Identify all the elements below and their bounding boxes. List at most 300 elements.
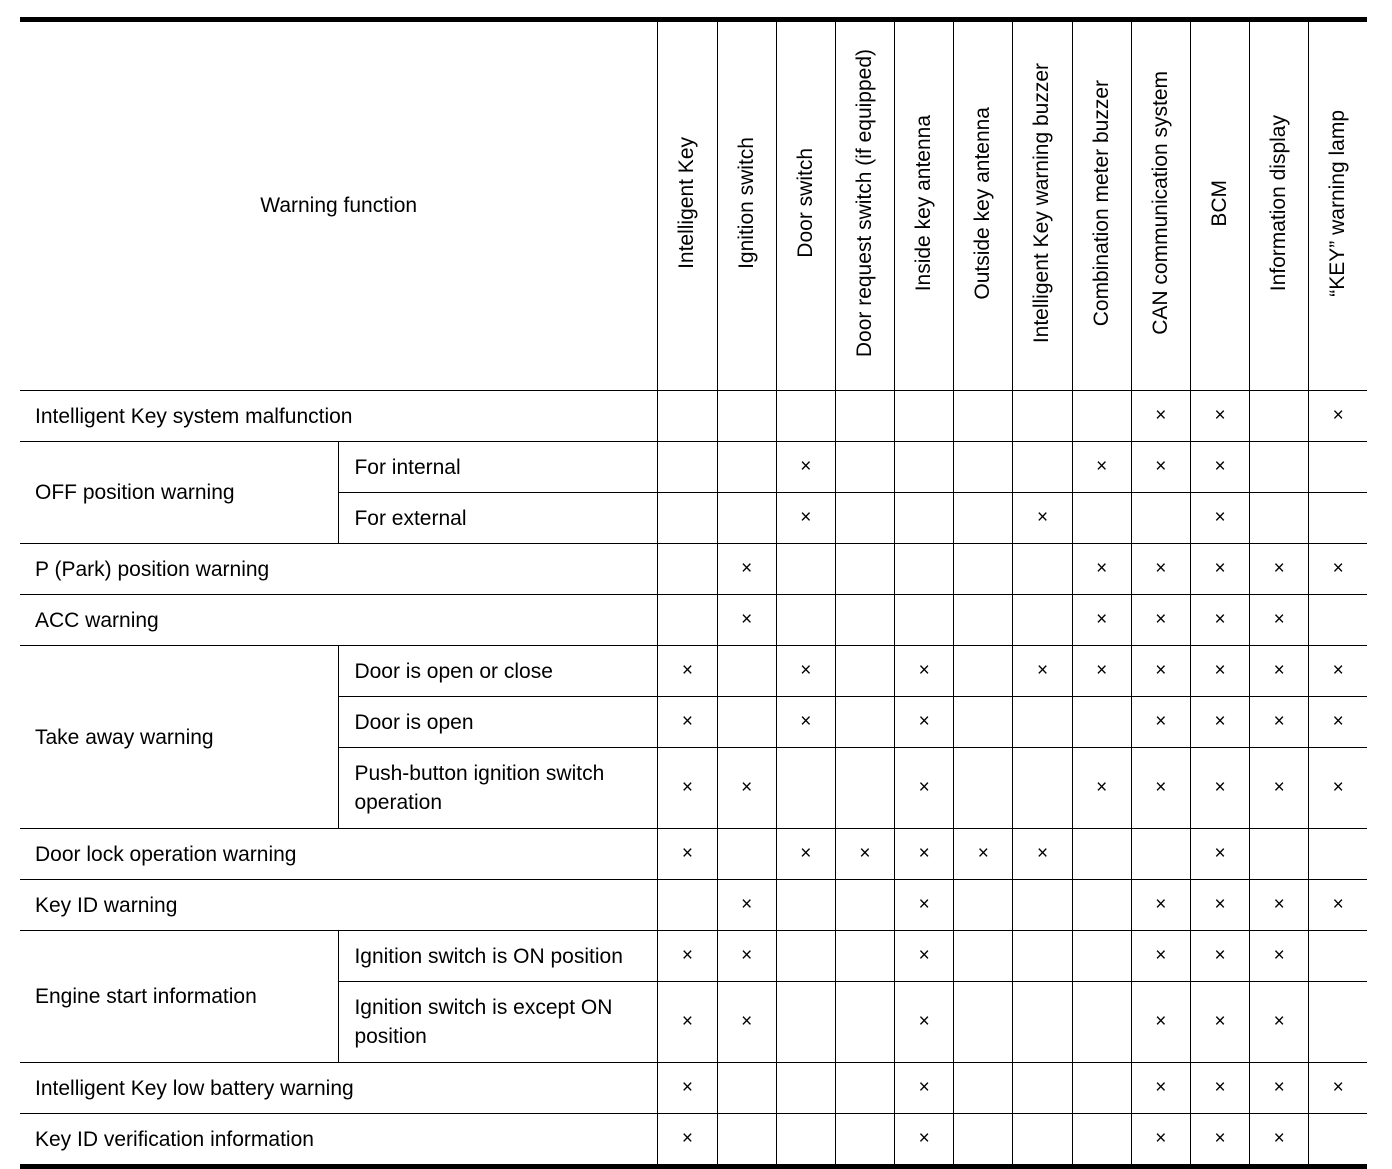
mark-cell (954, 748, 1013, 829)
mark-cell (954, 931, 1013, 982)
applicable-mark: × (800, 456, 812, 477)
mark-cell (1131, 982, 1190, 1063)
warning-condition-label: Ignition switch is except ON position (339, 982, 658, 1063)
warning-function-label: Key ID verification information (20, 1114, 658, 1167)
mark-cell (954, 442, 1013, 493)
applicable-mark: × (1273, 894, 1285, 915)
warning-function-table (20, 17, 1367, 1169)
column-header-label: Door switch (793, 148, 817, 258)
mark-cell (895, 1114, 954, 1167)
column-header-label: Outside key antenna (971, 106, 995, 300)
applicable-mark: × (741, 894, 753, 915)
applicable-mark: × (1273, 1011, 1285, 1032)
mark-cell (658, 931, 717, 982)
mark-cell (954, 982, 1013, 1063)
mark-cell (658, 442, 717, 493)
applicable-mark: × (918, 843, 930, 864)
applicable-mark: × (1155, 711, 1167, 732)
mark-cell (1131, 391, 1190, 442)
applicable-mark: × (1273, 1077, 1285, 1098)
mark-cell (717, 880, 776, 931)
mark-cell (1131, 493, 1190, 544)
applicable-mark: × (1155, 945, 1167, 966)
column-header-label: BCM (1208, 179, 1231, 227)
applicable-mark: × (918, 1011, 930, 1032)
mark-cell (1309, 442, 1367, 493)
mark-cell (717, 829, 776, 880)
warning-function-label: OFF position warning (20, 442, 339, 544)
mark-cell (1072, 544, 1131, 595)
mark-cell (835, 982, 894, 1063)
mark-cell (1250, 982, 1309, 1063)
mark-cell (658, 880, 717, 931)
applicable-mark: × (1155, 1128, 1167, 1149)
mark-cell (895, 880, 954, 931)
column-header (954, 20, 1013, 391)
mark-cell (1131, 442, 1190, 493)
mark-cell (1013, 880, 1072, 931)
mark-cell (1190, 748, 1249, 829)
mark-cell (776, 493, 835, 544)
warning-condition-label: Door is open (339, 697, 658, 748)
column-header (1250, 20, 1309, 391)
mark-cell (1190, 1114, 1249, 1167)
mark-cell (1190, 880, 1249, 931)
mark-cell (1013, 1114, 1072, 1167)
warning-condition-label: Ignition switch is ON position (339, 931, 658, 982)
mark-cell (717, 493, 776, 544)
mark-cell (658, 829, 717, 880)
column-header (835, 20, 894, 391)
applicable-mark: × (918, 777, 930, 798)
warning-function-label: Engine start information (20, 931, 339, 1063)
mark-cell (1250, 697, 1309, 748)
mark-cell (954, 391, 1013, 442)
applicable-mark: × (1214, 711, 1226, 732)
mark-cell (776, 595, 835, 646)
mark-cell (1190, 646, 1249, 697)
applicable-mark: × (1214, 660, 1226, 681)
mark-cell (776, 982, 835, 1063)
mark-cell (717, 1063, 776, 1114)
mark-cell (1250, 493, 1309, 544)
applicable-mark: × (1214, 945, 1226, 966)
applicable-mark: × (1273, 558, 1285, 579)
mark-cell (1309, 1114, 1367, 1167)
column-header (1309, 20, 1367, 391)
mark-cell (658, 646, 717, 697)
mark-cell (1072, 493, 1131, 544)
mark-cell (1013, 442, 1072, 493)
warning-function-label: Intelligent Key system malfunction (20, 391, 658, 442)
applicable-mark: × (1214, 1077, 1226, 1098)
mark-cell (1190, 493, 1249, 544)
mark-cell (1013, 646, 1072, 697)
mark-cell (1072, 829, 1131, 880)
mark-cell (1309, 931, 1367, 982)
applicable-mark: × (1096, 777, 1108, 798)
applicable-mark: × (1214, 843, 1226, 864)
mark-cell (835, 544, 894, 595)
applicable-mark: × (918, 660, 930, 681)
mark-cell (895, 697, 954, 748)
mark-cell (1131, 544, 1190, 595)
warning-condition-label: Door is open or close (339, 646, 658, 697)
mark-cell (1072, 595, 1131, 646)
mark-cell (776, 442, 835, 493)
column-header-label: Ignition switch (734, 137, 758, 269)
header-row (20, 20, 1367, 391)
mark-cell (835, 829, 894, 880)
table-row (20, 931, 1367, 982)
mark-cell (1190, 982, 1249, 1063)
table-row (20, 544, 1367, 595)
mark-cell (1131, 748, 1190, 829)
applicable-mark: × (1332, 1077, 1344, 1098)
table-row (20, 829, 1367, 880)
applicable-mark: × (1332, 660, 1344, 681)
applicable-mark: × (859, 843, 871, 864)
mark-cell (776, 544, 835, 595)
mark-cell (954, 697, 1013, 748)
column-header (1131, 20, 1190, 391)
mark-cell (1072, 697, 1131, 748)
mark-cell (658, 1063, 717, 1114)
mark-cell (1250, 391, 1309, 442)
applicable-mark: × (681, 711, 694, 732)
mark-cell (1072, 931, 1131, 982)
mark-cell (895, 646, 954, 697)
mark-cell (895, 595, 954, 646)
mark-cell (835, 1114, 894, 1167)
applicable-mark: × (741, 1011, 753, 1032)
applicable-mark: × (800, 711, 812, 732)
applicable-mark: × (1332, 894, 1344, 915)
applicable-mark: × (1155, 1011, 1167, 1032)
table-row (20, 391, 1367, 442)
mark-cell (1250, 544, 1309, 595)
mark-cell (1309, 544, 1367, 595)
applicable-mark: × (741, 609, 753, 630)
applicable-mark: × (1096, 660, 1108, 681)
warning-condition-label: For external (339, 493, 658, 544)
mark-cell (1190, 391, 1249, 442)
mark-cell (776, 391, 835, 442)
applicable-mark: × (918, 1128, 930, 1149)
applicable-mark: × (1096, 456, 1108, 477)
mark-cell (835, 442, 894, 493)
mark-cell (895, 748, 954, 829)
mark-cell (658, 391, 717, 442)
mark-cell (1072, 1114, 1131, 1167)
mark-cell (717, 748, 776, 829)
mark-cell (717, 544, 776, 595)
column-header-label: CAN communication system (1148, 71, 1172, 335)
mark-cell (1250, 595, 1309, 646)
applicable-mark: × (1273, 1128, 1285, 1149)
applicable-mark: × (1214, 405, 1226, 426)
mark-cell (1131, 1114, 1190, 1167)
applicable-mark: × (1273, 777, 1285, 798)
mark-cell (776, 931, 835, 982)
applicable-mark: × (1214, 507, 1226, 528)
column-header (776, 20, 835, 391)
mark-cell (717, 391, 776, 442)
column-header (717, 20, 776, 391)
mark-cell (1309, 982, 1367, 1063)
mark-cell (1309, 880, 1367, 931)
mark-cell (1013, 544, 1072, 595)
mark-cell (835, 697, 894, 748)
warning-function-label: ACC warning (20, 595, 658, 646)
applicable-mark: × (977, 843, 989, 864)
mark-cell (835, 493, 894, 544)
table-row (20, 880, 1367, 931)
mark-cell (717, 595, 776, 646)
mark-cell (1072, 646, 1131, 697)
applicable-mark: × (1214, 558, 1226, 579)
applicable-mark: × (1332, 777, 1344, 798)
table-row (20, 442, 1367, 493)
applicable-mark: × (1155, 456, 1167, 477)
column-header (1072, 20, 1131, 391)
mark-cell (1250, 646, 1309, 697)
mark-cell (954, 493, 1013, 544)
column-header (658, 20, 717, 391)
warning-function-label: Door lock operation warning (20, 829, 658, 880)
mark-cell (895, 544, 954, 595)
applicable-mark: × (681, 660, 694, 681)
mark-cell (895, 493, 954, 544)
applicable-mark: × (918, 1077, 930, 1098)
mark-cell (1190, 544, 1249, 595)
mark-cell (1309, 646, 1367, 697)
mark-cell (1309, 829, 1367, 880)
applicable-mark: × (681, 945, 694, 966)
mark-cell (1072, 1063, 1131, 1114)
applicable-mark: × (1155, 558, 1167, 579)
mark-cell (717, 646, 776, 697)
warning-condition-label: Push-button ignition switch operation (339, 748, 658, 829)
table-row (20, 646, 1367, 697)
mark-cell (895, 931, 954, 982)
mark-cell (717, 1114, 776, 1167)
mark-cell (1013, 595, 1072, 646)
mark-cell (1250, 829, 1309, 880)
applicable-mark: × (1214, 1128, 1226, 1149)
applicable-mark: × (800, 660, 812, 681)
mark-cell (954, 544, 1013, 595)
mark-cell (1250, 931, 1309, 982)
applicable-mark: × (681, 1011, 694, 1032)
mark-cell (895, 1063, 954, 1114)
mark-cell (954, 646, 1013, 697)
mark-cell (954, 829, 1013, 880)
column-header-label: Inside key antenna (912, 114, 936, 292)
applicable-mark: × (681, 1128, 694, 1149)
mark-cell (717, 697, 776, 748)
mark-cell (1309, 391, 1367, 442)
applicable-mark: × (741, 945, 753, 966)
mark-cell (895, 442, 954, 493)
applicable-mark: × (1332, 558, 1344, 579)
mark-cell (1250, 880, 1309, 931)
mark-cell (1250, 1114, 1309, 1167)
mark-cell (1131, 931, 1190, 982)
column-header-label: Door request switch (if equipped) (852, 48, 876, 358)
mark-cell (835, 595, 894, 646)
mark-cell (1309, 595, 1367, 646)
column-header-label: Intelligent Key (675, 137, 699, 269)
mark-cell (1131, 880, 1190, 931)
warning-function-label: Key ID warning (20, 880, 658, 931)
mark-cell (895, 829, 954, 880)
applicable-mark: × (1273, 660, 1285, 681)
applicable-mark: × (741, 777, 753, 798)
mark-cell (717, 982, 776, 1063)
mark-cell (717, 931, 776, 982)
applicable-mark: × (1214, 777, 1226, 798)
warning-condition-label: For internal (339, 442, 658, 493)
applicable-mark: × (1332, 405, 1344, 426)
mark-cell (835, 391, 894, 442)
applicable-mark: × (1155, 660, 1167, 681)
applicable-mark: × (1273, 609, 1285, 630)
column-header-label: “KEY” warning lamp (1326, 109, 1350, 297)
mark-cell (1072, 982, 1131, 1063)
mark-cell (1013, 1063, 1072, 1114)
column-header-label: Intelligent Key warning buzzer (1030, 62, 1054, 344)
mark-cell (1013, 493, 1072, 544)
mark-cell (895, 982, 954, 1063)
applicable-mark: × (1214, 456, 1226, 477)
mark-cell (954, 595, 1013, 646)
applicable-mark: × (1155, 777, 1167, 798)
mark-cell (1131, 595, 1190, 646)
applicable-mark: × (681, 777, 694, 798)
applicable-mark: × (918, 945, 930, 966)
mark-cell (954, 880, 1013, 931)
mark-cell (1013, 391, 1072, 442)
mark-cell (776, 1114, 835, 1167)
mark-cell (1190, 595, 1249, 646)
applicable-mark: × (681, 1077, 694, 1098)
applicable-mark: × (1096, 609, 1108, 630)
table-body (20, 391, 1367, 1167)
column-header-label: Combination meter buzzer (1089, 79, 1113, 327)
applicable-mark: × (1273, 711, 1285, 732)
mark-cell (776, 1063, 835, 1114)
warning-function-header: Warning function (20, 20, 658, 391)
table-row (20, 1063, 1367, 1114)
warning-function-label: P (Park) position warning (20, 544, 658, 595)
mark-cell (1013, 931, 1072, 982)
mark-cell (1013, 748, 1072, 829)
mark-cell (835, 931, 894, 982)
mark-cell (954, 1114, 1013, 1167)
mark-cell (1250, 748, 1309, 829)
applicable-mark: × (1214, 1011, 1226, 1032)
column-header (1190, 20, 1249, 391)
mark-cell (658, 748, 717, 829)
mark-cell (1250, 442, 1309, 493)
mark-cell (1072, 880, 1131, 931)
applicable-mark: × (1036, 660, 1049, 681)
table-row (20, 1114, 1367, 1167)
applicable-mark: × (1096, 558, 1108, 579)
mark-cell (1131, 1063, 1190, 1114)
applicable-mark: × (800, 507, 812, 528)
mark-cell (1190, 442, 1249, 493)
mark-cell (1013, 697, 1072, 748)
mark-cell (1190, 1063, 1249, 1114)
mark-cell (835, 748, 894, 829)
mark-cell (776, 646, 835, 697)
applicable-mark: × (1036, 843, 1049, 864)
mark-cell (1190, 697, 1249, 748)
mark-cell (658, 982, 717, 1063)
mark-cell (658, 595, 717, 646)
mark-cell (658, 493, 717, 544)
column-header (895, 20, 954, 391)
mark-cell (776, 829, 835, 880)
applicable-mark: × (681, 843, 694, 864)
applicable-mark: × (1155, 609, 1167, 630)
mark-cell (954, 1063, 1013, 1114)
mark-cell (658, 1114, 717, 1167)
applicable-mark: × (800, 843, 812, 864)
mark-cell (1190, 829, 1249, 880)
mark-cell (1072, 391, 1131, 442)
mark-cell (1013, 982, 1072, 1063)
applicable-mark: × (1155, 1077, 1167, 1098)
mark-cell (1190, 931, 1249, 982)
applicable-mark: × (1155, 894, 1167, 915)
mark-cell (835, 880, 894, 931)
warning-function-label: Intelligent Key low battery warning (20, 1063, 658, 1114)
column-header-label: Information display (1267, 114, 1291, 292)
mark-cell (1131, 697, 1190, 748)
mark-cell (658, 544, 717, 595)
applicable-mark: × (918, 894, 930, 915)
column-header (1013, 20, 1072, 391)
mark-cell (1309, 748, 1367, 829)
mark-cell (1131, 829, 1190, 880)
warning-function-label: Take away warning (20, 646, 339, 829)
mark-cell (1309, 697, 1367, 748)
mark-cell (776, 880, 835, 931)
applicable-mark: × (918, 711, 930, 732)
applicable-mark: × (1155, 405, 1167, 426)
mark-cell (1309, 493, 1367, 544)
applicable-mark: × (1214, 894, 1226, 915)
mark-cell (658, 697, 717, 748)
mark-cell (776, 748, 835, 829)
mark-cell (1131, 646, 1190, 697)
mark-cell (1013, 829, 1072, 880)
warning-function-table-container (20, 17, 1367, 1169)
mark-cell (1309, 1063, 1367, 1114)
table-row (20, 595, 1367, 646)
mark-cell (895, 391, 954, 442)
mark-cell (776, 697, 835, 748)
mark-cell (717, 442, 776, 493)
applicable-mark: × (1214, 609, 1226, 630)
applicable-mark: × (1036, 507, 1049, 528)
applicable-mark: × (1273, 945, 1285, 966)
applicable-mark: × (1332, 711, 1344, 732)
mark-cell (1250, 1063, 1309, 1114)
